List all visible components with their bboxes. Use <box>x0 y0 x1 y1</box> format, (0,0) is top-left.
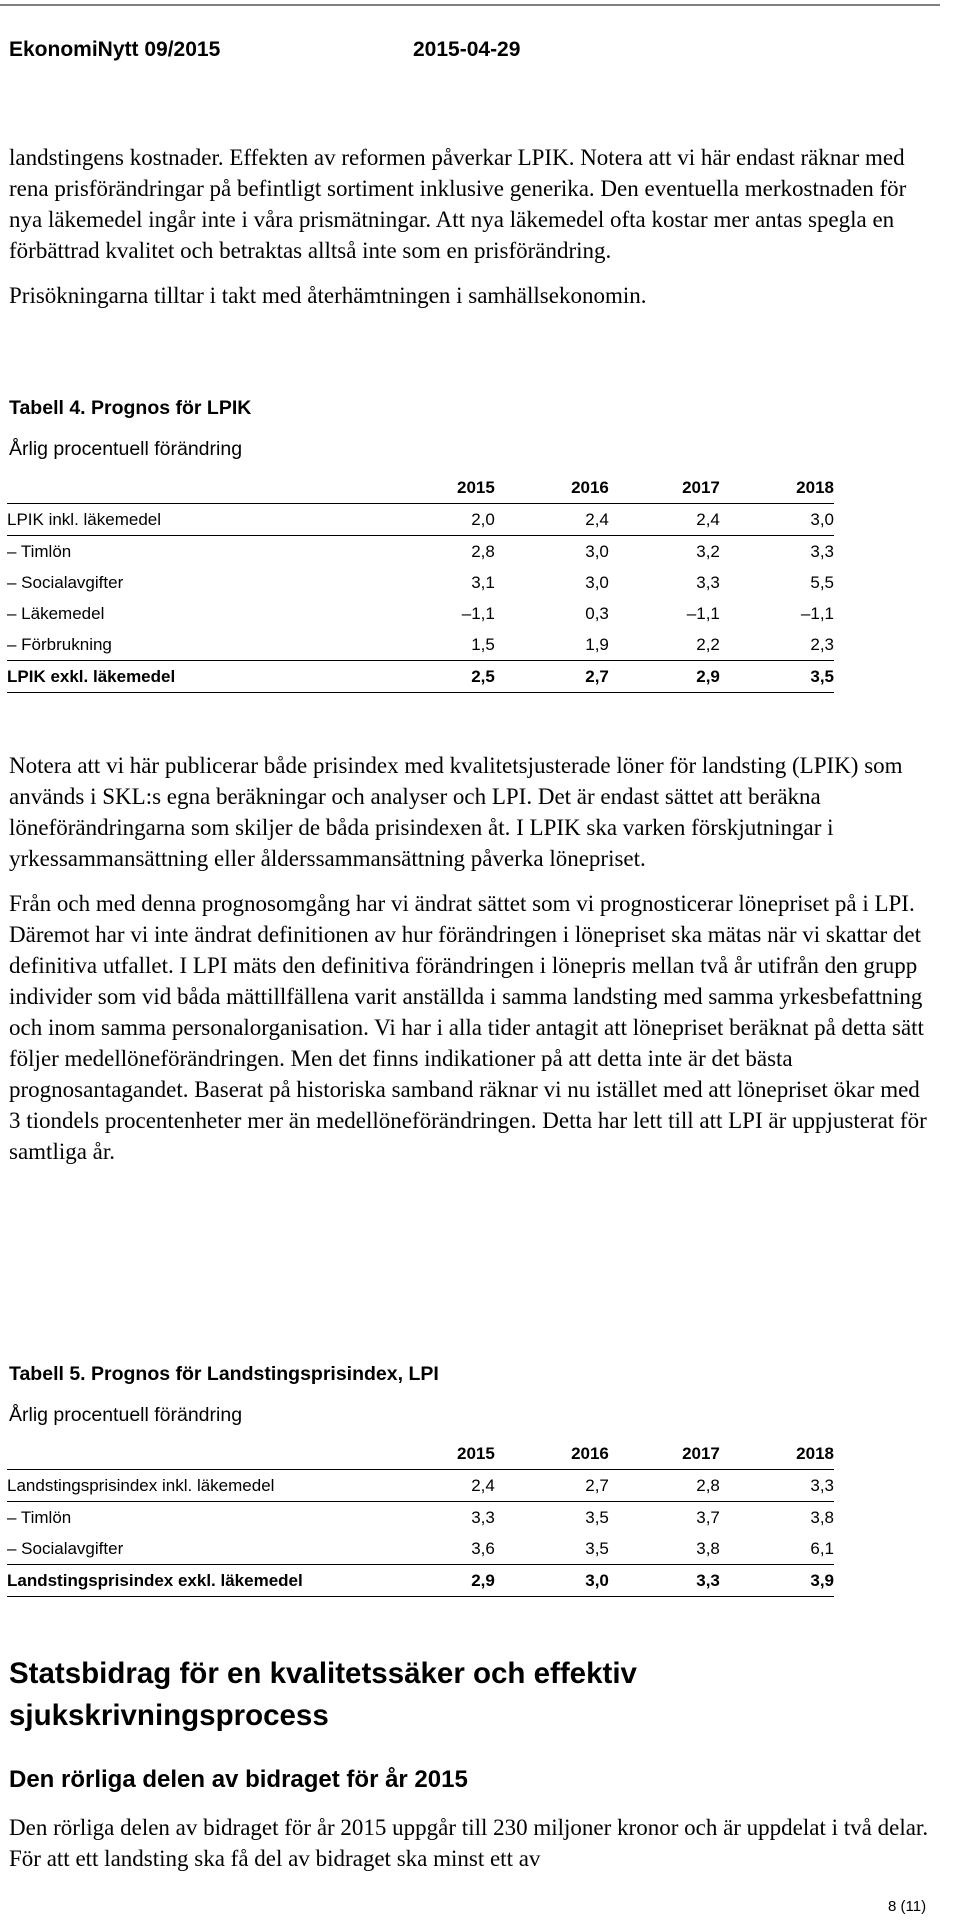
cell-value: 3,3 <box>696 572 720 592</box>
table-row <box>7 1533 834 1565</box>
page-header <box>0 0 960 76</box>
table5-title: Tabell 5. Prognos för Landstingsprisindex, LPI <box>9 1363 439 1385</box>
cell-value: 2,8 <box>471 541 495 561</box>
publication-date: 2015-04-29 <box>413 38 521 61</box>
intro-paragraph-1: landstingens kostnader. Effekten av reformen påverkar LPIK. Notera att vi här endast räknar med rena prisförändringar på befintligt sortiment inklusive generika. Den eventuella merkostnaden för nya läkemedel ingår inte i våra prismätningar. Att nya läkemedel ofta kostar mer antas spegla en förbättrad kvalitet och betraktas alltså inte som en prisförändring. <box>9 145 907 263</box>
middle-paragraph-2: Från och med denna prognosomgång har vi ändrat sättet som vi prognosticerar lönepriset på i LPI. Däremot har vi inte ändrat definitionen av hur förändringen i lönepriset ska mätas när vi skattar det definitiva utfallet. I LPI mäts den definitiva förändringen i lönepris mellan två år utifrån den grupp individer som vid båda mättillfällena varit anställda i samma landsting med samma yrkesbefattning och inom samma personalorganisation. Vi har i alla tider antagit att lönepriset beräknat på detta sätt följer medellöneförändringen. Men det finns indikationer på att detta inte är det bästa prognosantagandet. Baserat på historiska samband räknar vi nu istället med att lönepriset ökar med 3 tiondels procentenheter mer än medellöneförändringen. Detta har lett till att LPI är uppjusterat för samtliga år. <box>9 891 927 1164</box>
row-label: – Förbrukning <box>7 634 112 654</box>
cell-value: 3,0 <box>495 1565 609 1597</box>
header-rule <box>0 4 940 6</box>
cell-value: –1,1 <box>800 603 834 623</box>
table-row <box>7 1565 834 1597</box>
cell-value: 3,5 <box>720 661 834 693</box>
cell-value: 3,0 <box>585 541 609 561</box>
cell-value: 2,4 <box>378 1470 495 1502</box>
cell-value: 2,4 <box>495 504 609 536</box>
cell-value: 3,3 <box>720 1470 834 1502</box>
cell-value: 3,5 <box>585 1507 609 1527</box>
table5-subtitle: Årlig procentuell förändring <box>9 1404 243 1426</box>
middle-paragraph-1: Notera att vi här publicerar både prisindex med kvalitetsjusterade löner för landsting (LPIK) som används i SKL:s egna beräkningar och analyser och LPI. Det är endast sättet att beräkna löneförändringarna som skiljer de båda prisindexen åt. I LPIK ska varken förskjutningar i yrkessammansättning eller ålderssammansättning påverka lönepriset. <box>9 753 903 871</box>
row-label: LPIK inkl. läkemedel <box>7 504 378 536</box>
table-row <box>7 536 834 568</box>
cell-value: 3,3 <box>810 541 834 561</box>
table5-year: 2016 <box>495 1438 609 1470</box>
row-label: LPIK exkl. läkemedel <box>7 661 378 693</box>
table4-header-label <box>7 472 378 504</box>
cell-value: 2,7 <box>495 1470 609 1502</box>
cell-value: 3,0 <box>585 572 609 592</box>
table-row <box>7 598 834 629</box>
intro-text <box>9 142 929 311</box>
row-label: – Timlön <box>7 1507 72 1527</box>
row-label: – Timlön <box>7 541 72 561</box>
cell-value: 2,8 <box>609 1470 720 1502</box>
table5 <box>7 1438 834 1597</box>
cell-value: 3,7 <box>696 1507 720 1527</box>
row-label: Landstingsprisindex inkl. läkemedel <box>7 1470 378 1502</box>
table-row <box>7 1502 834 1534</box>
table-row <box>7 629 834 661</box>
table-row <box>7 1470 834 1502</box>
section-text <box>9 1812 929 1874</box>
table5-year: 2018 <box>720 1438 834 1470</box>
cell-value: 3,6 <box>471 1538 495 1558</box>
table4-year: 2017 <box>609 472 720 504</box>
table4-year: 2015 <box>378 472 495 504</box>
cell-value: 2,4 <box>609 504 720 536</box>
page-number: 8 (11) <box>888 1898 927 1915</box>
intro-paragraph-2: Prisökningarna tilltar i takt med återhämtningen i samhällsekonomin. <box>9 283 647 308</box>
middle-text <box>9 750 929 1167</box>
table4-header-row <box>7 472 834 504</box>
cell-value: 6,1 <box>810 1538 834 1558</box>
cell-value: 3,3 <box>609 1565 720 1597</box>
cell-value: –1,1 <box>686 603 720 623</box>
cell-value: 1,5 <box>471 634 495 654</box>
row-label: – Socialavgifter <box>7 572 124 592</box>
cell-value: 3,3 <box>471 1507 495 1527</box>
cell-value: 2,9 <box>378 1565 495 1597</box>
cell-value: 2,9 <box>609 661 720 693</box>
row-label: – Läkemedel <box>7 603 105 623</box>
cell-value: 3,5 <box>585 1538 609 1558</box>
table5-header-row <box>7 1438 834 1470</box>
section-paragraph-1: Den rörliga delen av bidraget för år 2015 uppgår till 230 miljoner kronor och är uppdelat i två delar. För att ett landsting ska få del av bidraget ska minst ett av <box>9 1815 929 1871</box>
table-row <box>7 504 834 536</box>
table4-subtitle: Årlig procentuell förändring <box>9 438 243 460</box>
table5-year: 2017 <box>609 1438 720 1470</box>
table4-title: Tabell 4. Prognos för LPIK <box>9 397 252 419</box>
cell-value: 2,2 <box>696 634 720 654</box>
cell-value: 2,5 <box>378 661 495 693</box>
row-label: Landstingsprisindex exkl. läkemedel <box>7 1565 378 1597</box>
cell-value: 3,2 <box>696 541 720 561</box>
table5-header-label <box>7 1438 378 1470</box>
table-row <box>7 567 834 598</box>
cell-value: 5,5 <box>810 572 834 592</box>
table-row <box>7 661 834 693</box>
table4-year: 2018 <box>720 472 834 504</box>
cell-value: 3,9 <box>720 1565 834 1597</box>
cell-value: 1,9 <box>585 634 609 654</box>
cell-value: 3,8 <box>810 1507 834 1527</box>
section-heading: Statsbidrag för en kvalitetssäker och effektiv sjukskrivningsprocess <box>9 1657 637 1732</box>
table4-year: 2016 <box>495 472 609 504</box>
cell-value: 3,0 <box>720 504 834 536</box>
publication-title: EkonomiNytt 09/2015 <box>9 38 221 61</box>
row-label: – Socialavgifter <box>7 1538 124 1558</box>
cell-value: 2,7 <box>495 661 609 693</box>
section-subheading: Den rörliga delen av bidraget för år 2015 <box>9 1766 468 1793</box>
cell-value: 3,1 <box>471 572 495 592</box>
table4 <box>7 472 834 693</box>
cell-value: 3,8 <box>696 1538 720 1558</box>
cell-value: 2,0 <box>378 504 495 536</box>
cell-value: 2,3 <box>810 634 834 654</box>
table5-year: 2015 <box>378 1438 495 1470</box>
cell-value: –1,1 <box>461 603 495 623</box>
cell-value: 0,3 <box>585 603 609 623</box>
